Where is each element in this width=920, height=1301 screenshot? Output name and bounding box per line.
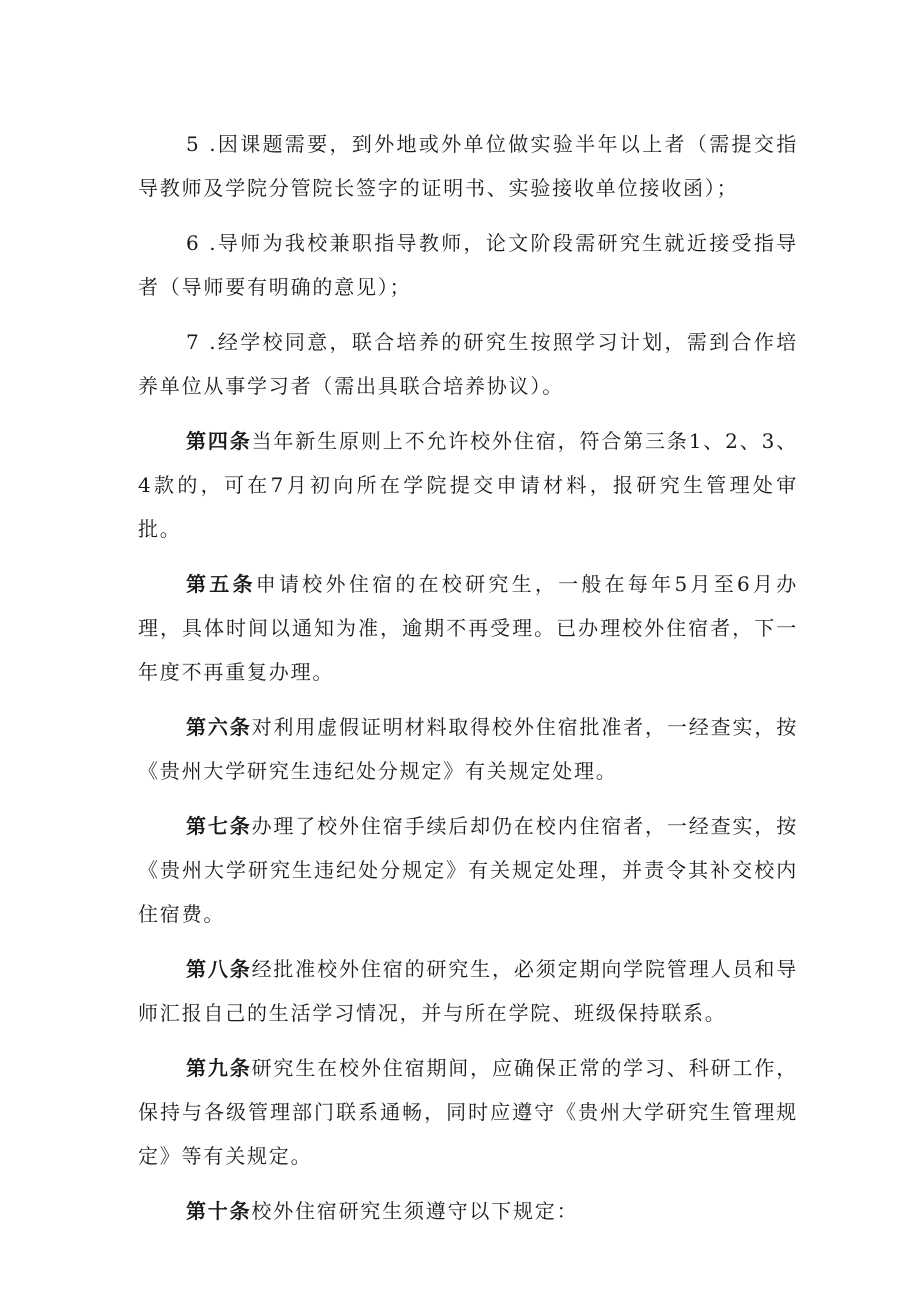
article-text: 研究生在校外住宿期间，应确保正常的学习、科研工作，保持与各级管理部门联系通畅，同时应遵守《贵州大学研究生管理规定》等有关规定。 <box>138 1056 798 1168</box>
article-4 <box>138 419 798 551</box>
article-text: 当年新生原则上不允许校外住宿，符合第三条1、2、3、4款的，可在7月初向所在学院提交申请材料，报研究生管理处审批。 <box>138 429 798 541</box>
article-label: 第五条 <box>186 572 256 596</box>
article-5 <box>138 562 798 694</box>
article-7 <box>138 804 798 936</box>
article-label: 第六条 <box>186 715 252 739</box>
article-label: 第十条 <box>186 1199 252 1223</box>
article-text: 校外住宿研究生须遵守以下规定： <box>251 1199 579 1223</box>
article-10 <box>138 1189 798 1233</box>
article-label: 第四条 <box>186 429 252 453</box>
list-item-6: 6 .导师为我校兼职指导教师，论文阶段需研究生就近接受指导者（导师要有明确的意见）； <box>138 231 798 299</box>
article-text: 对利用虚假证明材料取得校外住宿批准者，一经查实，按《贵州大学研究生违纪处分规定》有关规定处理。 <box>138 715 798 783</box>
article-label: 第九条 <box>186 1056 252 1080</box>
article-6 <box>138 705 798 793</box>
article-text: 办理了校外住宿手续后却仍在校内住宿者，一经查实，按《贵州大学研究生违纪处分规定》有关规定处理，并责令其补交校内住宿费。 <box>138 814 798 926</box>
article-label: 第七条 <box>186 814 252 838</box>
article-8 <box>138 947 798 1035</box>
document-page <box>138 122 798 1244</box>
article-label: 第八条 <box>186 957 252 981</box>
article-9 <box>138 1046 798 1178</box>
list-item-5: 5 .因课题需要，到外地或外单位做实验半年以上者（需提交指导教师及学院分管院长签字的证明书、实验接收单位接收函）； <box>138 132 798 200</box>
list-item-7: 7 .经学校同意，联合培养的研究生按照学习计划，需到合作培养单位从事学习者（需出具联合培养协议）。 <box>138 330 798 398</box>
article-text: 申请校外住宿的在校研究生，一般在每年5月至6月办理，具体时间以通知为准，逾期不再受理。已办理校外住宿者，下一年度不再重复办理。 <box>138 572 798 684</box>
article-text: 经批准校外住宿的研究生，必须定期向学院管理人员和导师汇报自己的生活学习情况，并与所在学院、班级保持联系。 <box>138 957 798 1025</box>
